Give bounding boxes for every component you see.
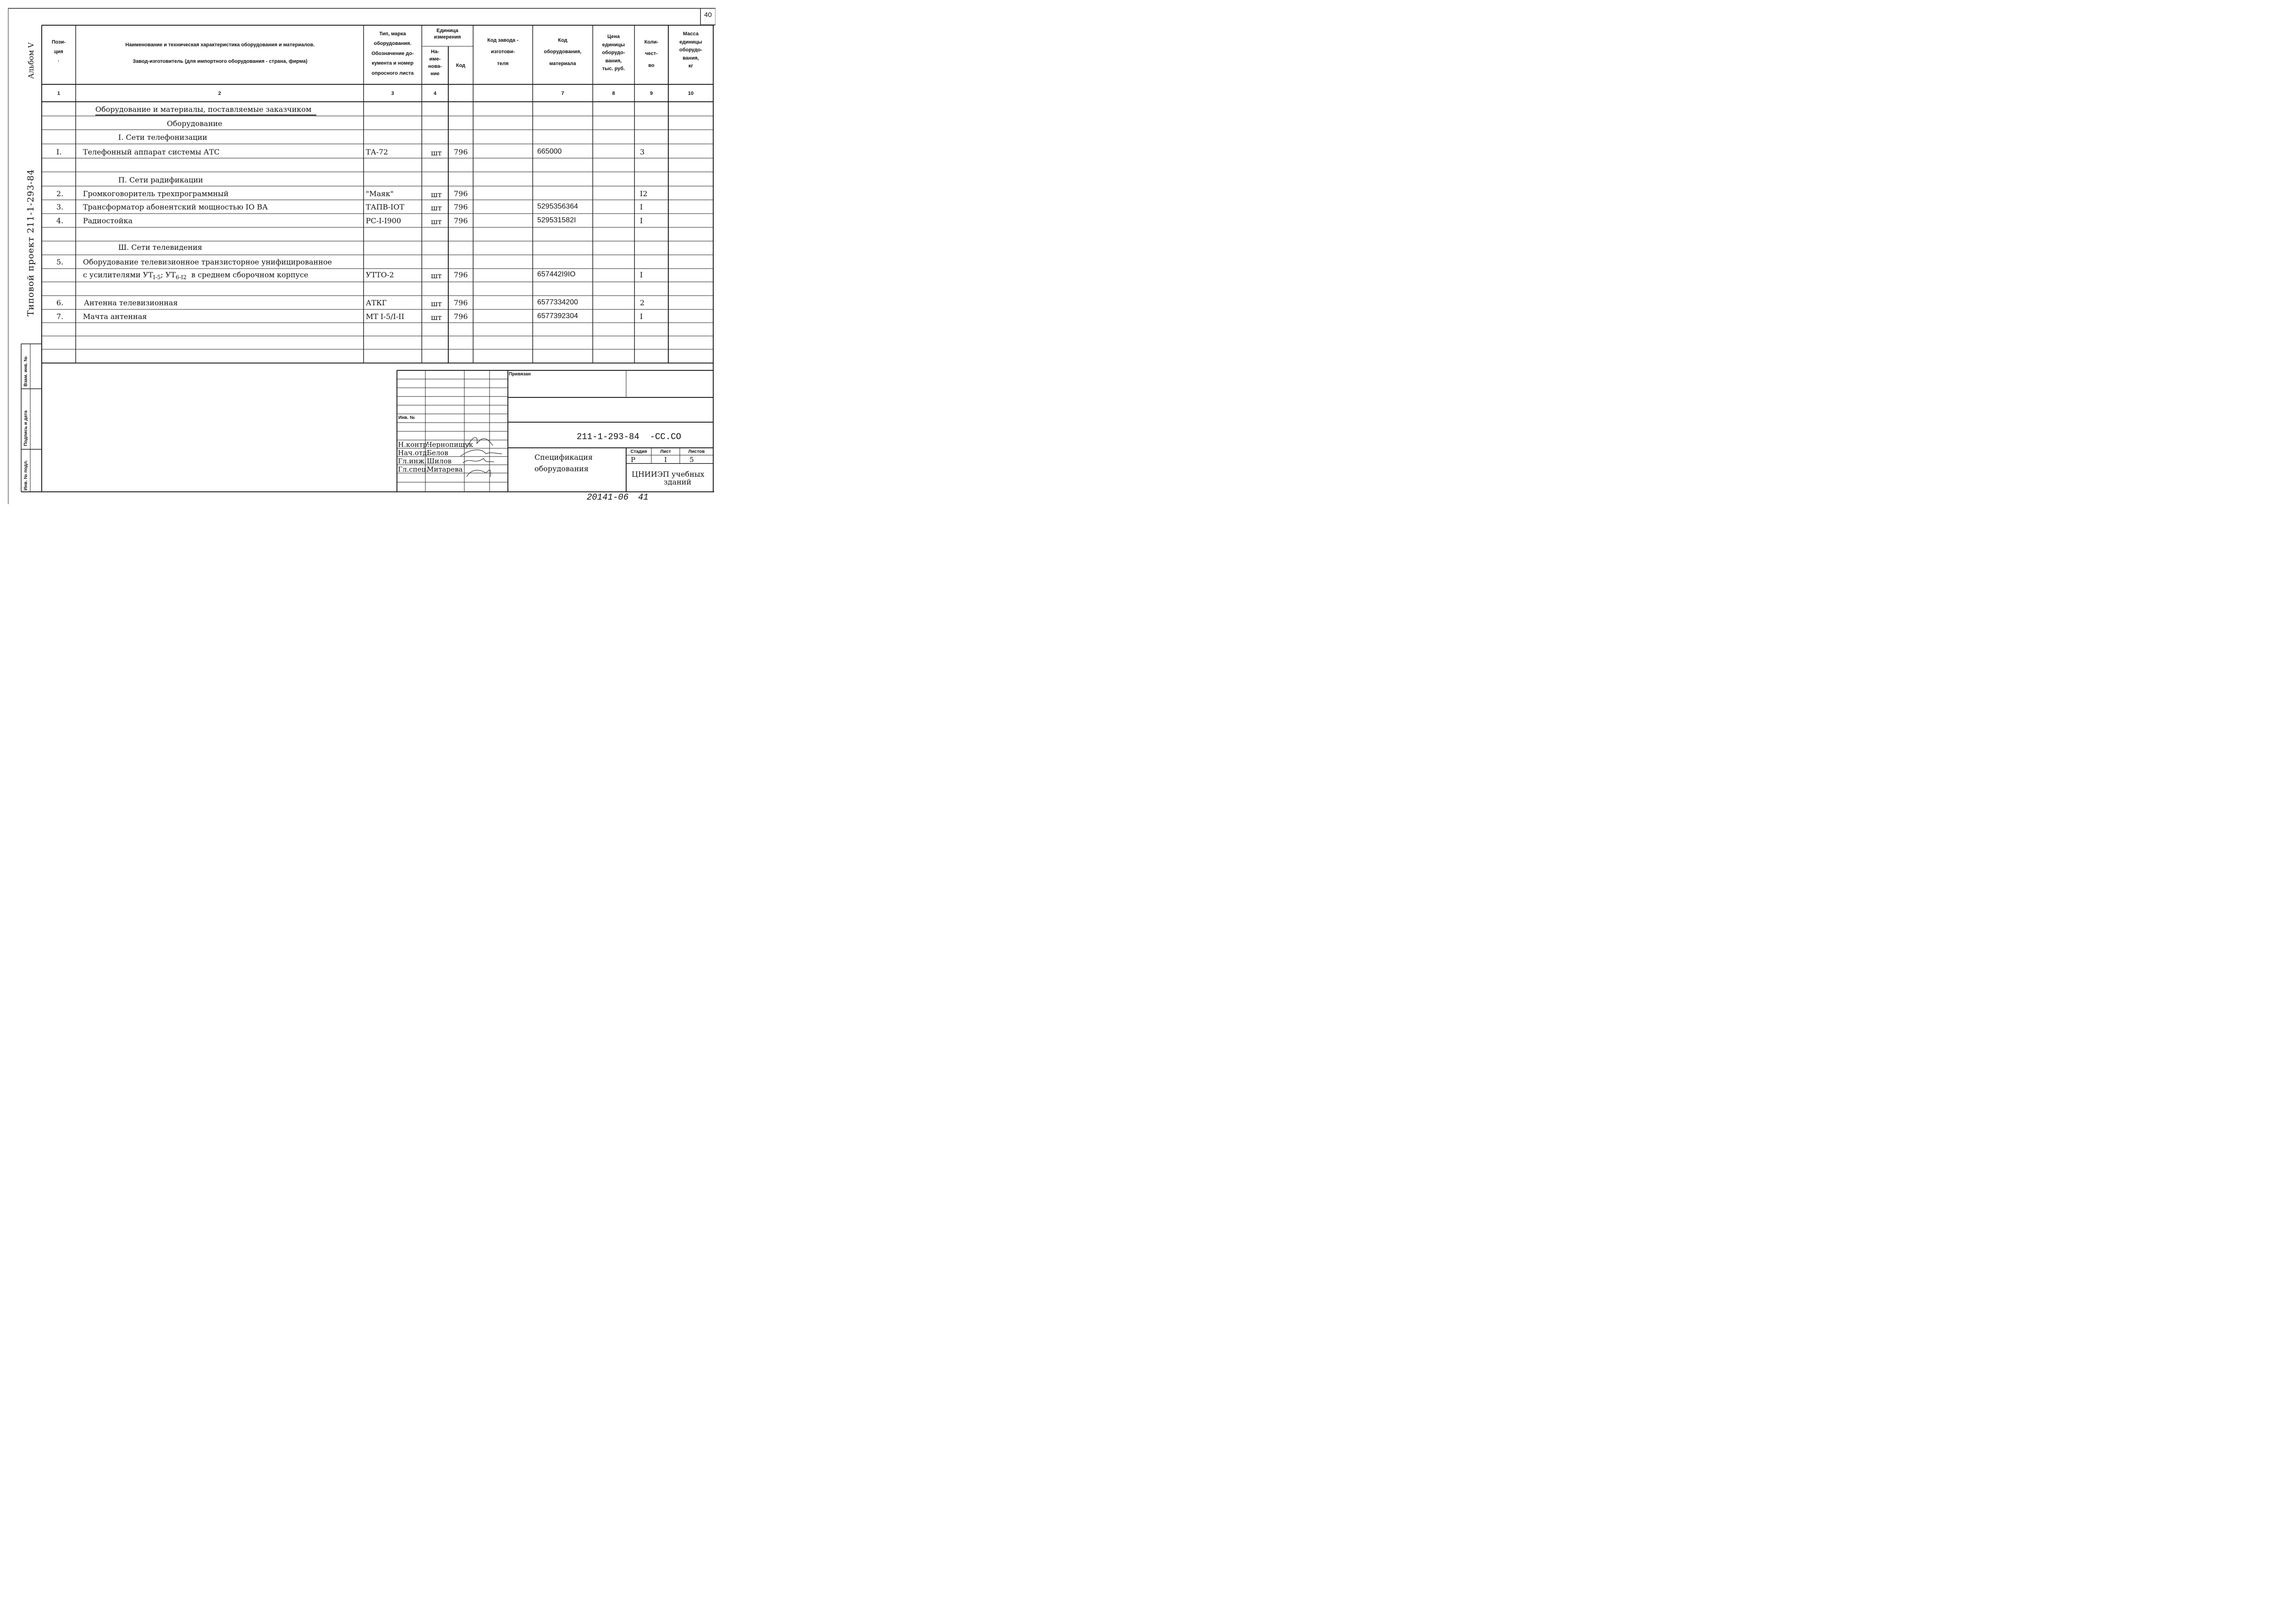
margin-box-replace-inv: Взам. инв. № [23, 356, 28, 386]
archive-number: 20141-06 [587, 492, 629, 502]
header-position: Пози- ция · [51, 39, 66, 64]
header-unit-name: На- име- нова- ние [428, 49, 442, 77]
table-row-unit-code: 796 [454, 203, 468, 211]
header-unit-group: Единица измерения [434, 28, 461, 40]
header-type: Тип, марка оборудования. Обозначение до- кумента и номер опросного листа [371, 31, 414, 76]
stage-value: Р [631, 456, 636, 464]
table-row-unit-code: 796 [454, 216, 468, 225]
sheet-value: I [664, 456, 667, 464]
table-row-name: Мачта антенная [83, 312, 147, 321]
header-unit-price: Цена единицы оборудо- вания, тыс. руб. [602, 34, 625, 72]
table-row-quantity: I [640, 203, 643, 211]
table-row-name: Трансформатор абонентский мощностью IO ВА [83, 203, 268, 211]
section-heading: П. Сети радификации [118, 176, 204, 184]
table-row-unit: шт [431, 271, 442, 280]
table-row-name: Телефонный аппарат системы АТС [83, 148, 220, 156]
section-heading: Оборудование [167, 119, 222, 128]
table-row-position: 6. [56, 298, 64, 307]
table-row-unit-code: 796 [454, 298, 468, 307]
table-row-name: Громкоговоритель трехпрограммный [83, 189, 229, 198]
table-row-name: Антенна телевизионная [84, 298, 178, 307]
table-row-unit: шт [431, 204, 442, 212]
table-row-unit-code: 796 [454, 189, 468, 198]
header-name-line2: Завод-изготовитель (для импортного оборудования - страна, фирма) [132, 59, 308, 64]
table-row-unit: шт [431, 313, 442, 322]
table-row-equipment-code: 5295356364 [537, 203, 578, 210]
table-row-unit: шт [431, 149, 442, 157]
column-number: 10 [688, 91, 694, 96]
table-row-name: Оборудование телевизионное транзисторное унифицированное [83, 258, 332, 266]
signature-name: Белов [427, 449, 448, 457]
section-heading: Ш. Сети телевидения [118, 243, 203, 252]
section-heading: Оборудование и материалы, поставляемые заказчиком [95, 105, 312, 114]
table-row-quantity: I [640, 270, 643, 279]
signature-role: Гл.спец. [398, 465, 428, 473]
organization-line1: ЦНИИЭП учебных [632, 470, 705, 479]
header-unit-code: Код [456, 63, 466, 68]
table-row-quantity: I [640, 312, 643, 321]
table-row-equipment-code: 529531582I [537, 216, 576, 224]
table-row-type: ТА-72 [366, 148, 388, 156]
table-row-equipment-code: 6577334200 [537, 298, 578, 306]
table-row-equipment-code: 657442I9IO [537, 270, 576, 278]
table-row-equipment-code: 6577392304 [537, 312, 578, 320]
signature-role: Н.контр. [398, 440, 429, 449]
column-number: 1 [57, 91, 61, 96]
column-number: 3 [391, 91, 394, 96]
table-row-unit-code: 796 [454, 148, 468, 156]
margin-box-signature-date: Подпись и дата [23, 410, 28, 446]
table-row-position: 3. [56, 203, 64, 211]
signature-name: Чернопищук [427, 440, 474, 449]
margin-box-original-inv: Инв. № подл. [23, 460, 28, 490]
table-row-quantity: I2 [640, 189, 648, 198]
document-title-line1: Спецификация [534, 453, 593, 462]
document-code: 211-1-293-84 -СС.СО [577, 432, 682, 442]
header-factory-code: Код завода - изготови- теля [487, 38, 518, 66]
table-row-unit: шт [431, 299, 442, 308]
table-row-quantity: 3 [640, 148, 645, 156]
signature-name: Шилов [427, 457, 452, 465]
sheets-label: Листов [688, 449, 705, 454]
table-row-type: УТТО-2 [366, 270, 394, 279]
table-row-type: АТКГ [366, 298, 387, 307]
table-row-type: "Маяк" [366, 189, 394, 198]
header-name-line1: Наименование и техническая характеристика оборудования и материалов. [125, 42, 315, 48]
column-number: 8 [612, 91, 615, 96]
inv-number-label: Инв. № [398, 415, 415, 420]
table-row-type: РС-I-I900 [366, 216, 401, 225]
sheet-label: Лист [660, 449, 671, 454]
table-row-unit: шт [431, 217, 442, 226]
table-row-position: 2. [56, 189, 64, 198]
table-row-position: 4. [56, 216, 64, 225]
album-label: Альбом V [27, 42, 35, 79]
column-number: 9 [650, 91, 653, 96]
table-row-position: 5. [56, 258, 64, 266]
header-quantity: Коли- чест- во [644, 39, 659, 68]
table-row-unit: шт [431, 190, 442, 199]
table-row-unit-code: 796 [454, 270, 468, 279]
header-equipment-code: Код оборудования, материала [544, 38, 582, 66]
table-row-type: МТ I-5/I-II [366, 312, 404, 321]
table-row-quantity: I [640, 216, 643, 225]
table-row-unit-code: 796 [454, 312, 468, 321]
table-row-quantity: 2 [640, 298, 645, 307]
sheets-value: 5 [689, 456, 694, 464]
column-number: 2 [218, 91, 221, 96]
table-row-name-continued: с усилителями $УТ_{I-5}$; $УТ_{6-I2}$ в среднем сборочном корпусе [83, 270, 308, 281]
organization-line2: зданий [664, 478, 692, 486]
table-row-type: ТАПВ-IOТ [366, 203, 405, 211]
column-number: 7 [561, 91, 564, 96]
linked-label: Привязан [509, 372, 531, 377]
page-number: 41 [638, 492, 649, 502]
table-row-position: 7. [56, 312, 64, 321]
signature-role: Нач.отд. [398, 449, 429, 457]
project-label: Типовой проект 211-1-293-84 [26, 169, 36, 316]
document-title-line2: оборудования [534, 464, 589, 473]
signature-name: Митарева [427, 465, 463, 473]
table-row-name: Радиостойка [83, 216, 133, 225]
column-number: 4 [433, 91, 437, 96]
stage-label: Стадия [630, 449, 647, 454]
header-unit-mass: Масса единицы оборудо- вания, кг [679, 31, 702, 69]
table-row-equipment-code: 665000 [537, 148, 562, 155]
table-row-position: I. [56, 148, 62, 156]
signature-role: Гл.инж. [398, 457, 427, 465]
sheet-number: 40 [704, 11, 712, 19]
section-heading: I. Сети телефонизации [118, 133, 208, 142]
